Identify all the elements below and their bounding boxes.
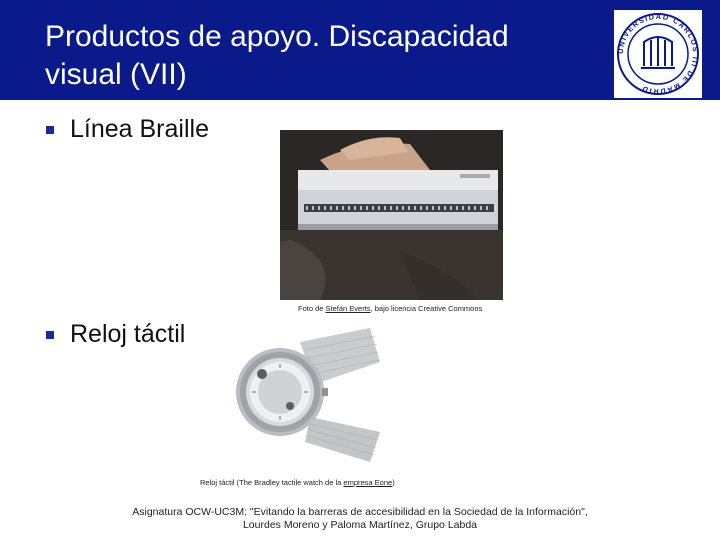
tactile-watch-photo	[230, 322, 380, 472]
logo-ring-text: UNIVERSIDAD CARLOS III DE MADRID	[615, 11, 701, 97]
caption-text: )	[392, 478, 395, 487]
caption-text: , bajo licencia Creative Commons	[370, 304, 483, 313]
bullet-label: Reloj táctil	[70, 320, 186, 348]
footer-line-2: Lourdes Moreno y Paloma Martínez, Grupo Labda	[242, 519, 478, 531]
braille-display-photo	[280, 130, 503, 300]
footer-line-1: Asignatura OCW-UC3M: "Evitando la barreras de accesibilidad en la Sociedad de la Información",	[132, 506, 588, 518]
bullet-braille-line	[46, 115, 209, 144]
bullet-label: Línea Braille	[70, 115, 209, 143]
caption-link-eone[interactable]: empresa Eone	[343, 478, 393, 487]
caption-link-stefan-everts[interactable]: Stefan Everts	[325, 304, 371, 313]
watch-photo-caption	[200, 478, 395, 487]
university-logo	[614, 10, 702, 98]
title-line-2: visual (VII)	[45, 58, 187, 91]
caption-text: Foto de	[298, 304, 326, 313]
bullet-square-icon	[46, 126, 54, 134]
bullet-square-icon	[46, 331, 54, 339]
title-line-1: Productos de apoyo. Discapacidad	[45, 20, 509, 53]
bullet-tactile-watch	[46, 320, 185, 349]
caption-text: Reloj táctil (The Bradley tactile watch de la	[200, 478, 344, 487]
braille-photo-caption	[298, 304, 482, 313]
slide-title	[45, 18, 605, 94]
slide-footer	[100, 506, 620, 532]
slide-header	[0, 0, 720, 100]
